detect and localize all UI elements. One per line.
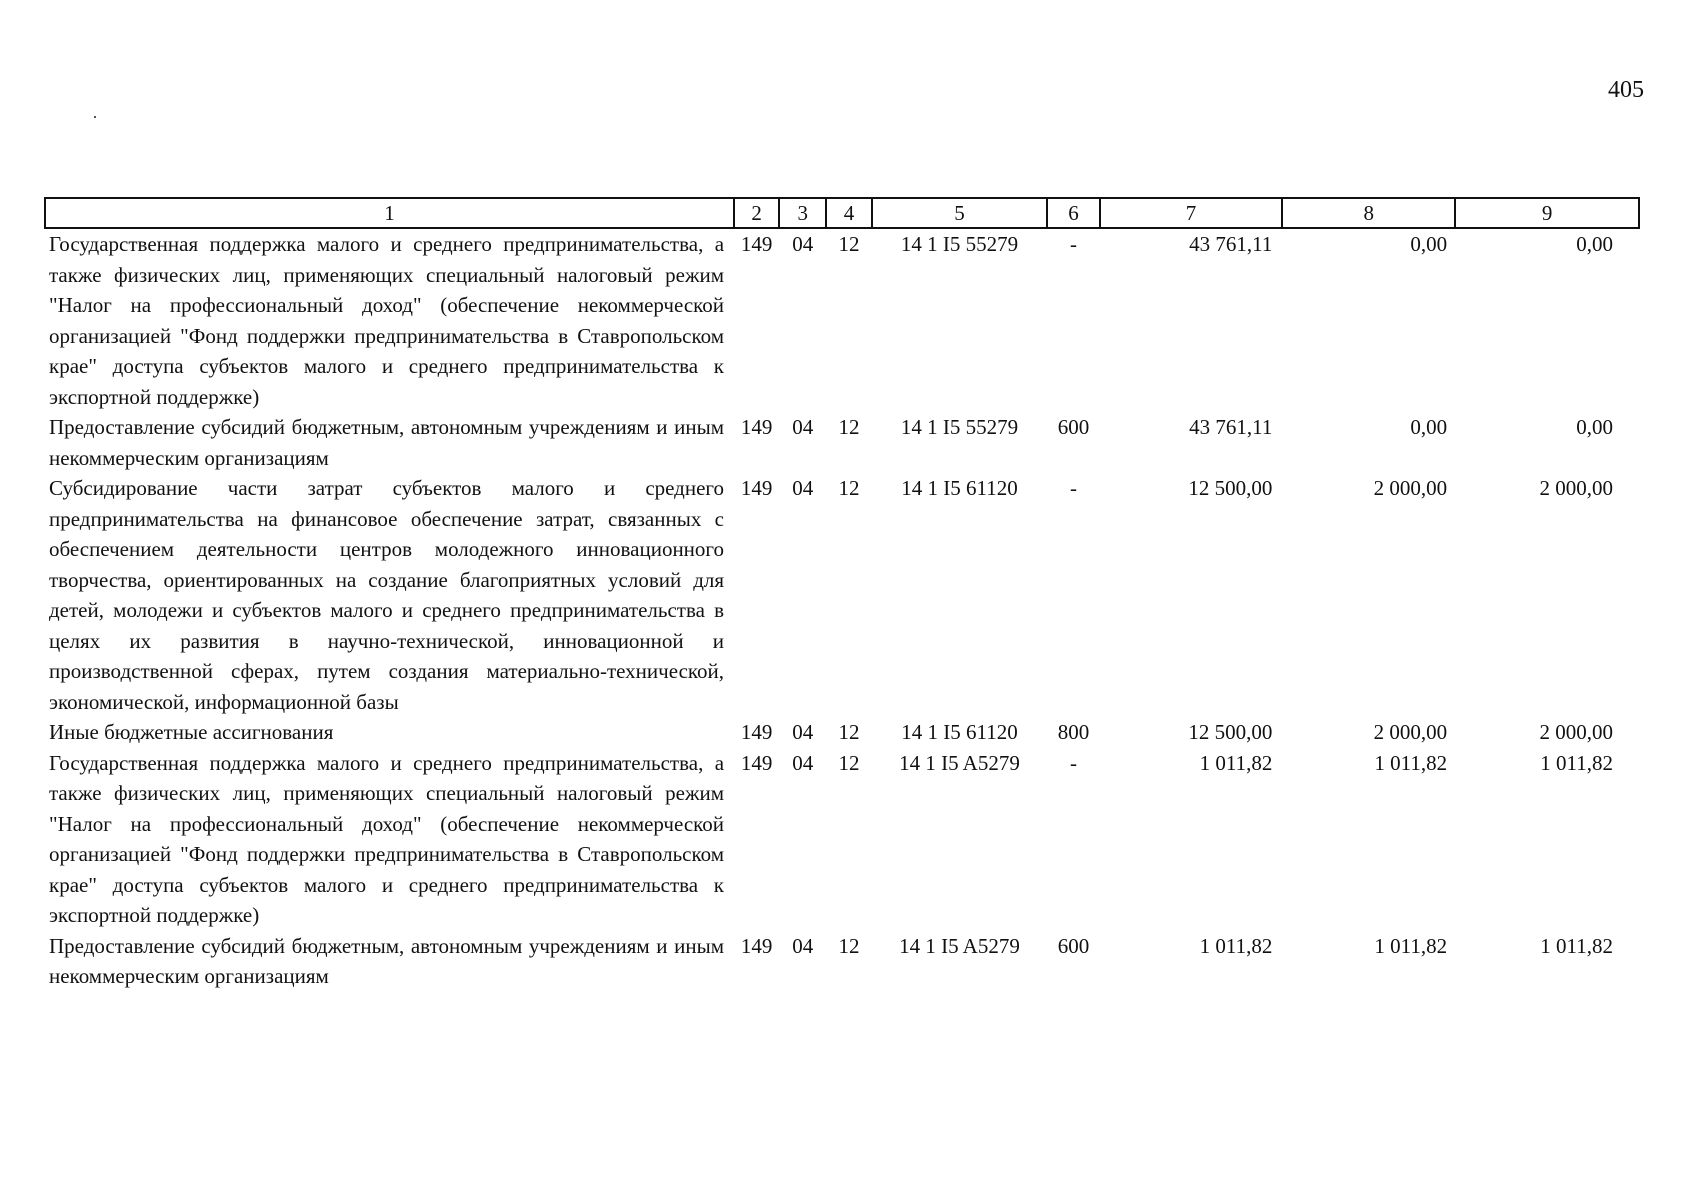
row-grbs: 149 [740, 476, 773, 500]
row-target-article: 14 1 I5 A5279 [899, 750, 1020, 775]
row-section: 04 [792, 750, 814, 775]
row-grbs: 149 [740, 415, 773, 439]
header-col-5: 5 [872, 198, 1048, 228]
header-row [45, 198, 1639, 228]
header-col-4: 4 [826, 198, 871, 228]
table-row [45, 228, 1639, 412]
row-grbs: 149 [740, 232, 773, 256]
row-amount-col8: 0,00 [1410, 232, 1448, 256]
row-expense-type: 600 [1057, 933, 1090, 958]
table-body [45, 228, 1639, 992]
row-section: 04 [792, 933, 814, 958]
row-section: 04 [792, 415, 814, 439]
row-expense-type: 800 [1057, 720, 1090, 744]
row-grbs: 149 [740, 720, 773, 744]
row-grbs: 149 [740, 750, 773, 775]
row-target-article: 14 1 I5 61120 [901, 476, 1018, 500]
row-amount-col7: 12 500,00 [1188, 720, 1273, 744]
row-section: 04 [792, 720, 814, 744]
row-section: 04 [792, 476, 814, 500]
row-amount-col7: 1 011,82 [1199, 933, 1273, 958]
row-subsection: 12 [838, 933, 860, 958]
row-amount-col8: 2 000,00 [1373, 476, 1448, 500]
row-subsection: 12 [838, 476, 860, 500]
row-subsection: 12 [838, 232, 860, 256]
table-row [45, 473, 1639, 717]
scan-artifact-dot [94, 116, 96, 118]
table-row [45, 748, 1639, 931]
header-col-7: 7 [1100, 198, 1283, 228]
row-amount-col7: 43 761,11 [1189, 415, 1273, 439]
row-name: Государственная поддержка малого и среднего предпринимательства, а также физических лиц, применяющих специальный налоговый режим "Налог на профессиональный доход" (обеспечение некоммерческой организацией "Фонд поддержки предпринимательства в Ставропольском крае" доступа субъектов малого и среднего предпринимательства к экспортной поддержке) [49, 750, 725, 927]
row-amount-col9: 0,00 [1576, 415, 1613, 439]
row-amount-col8: 1 011,82 [1374, 750, 1448, 775]
row-amount-col9: 1 011,82 [1540, 750, 1613, 775]
row-grbs: 149 [740, 933, 773, 958]
row-amount-col9: 2 000,00 [1539, 720, 1613, 744]
row-section: 04 [792, 232, 814, 256]
row-expense-type: 600 [1057, 415, 1090, 439]
page-number: 405 [1608, 77, 1644, 103]
table-row [45, 931, 1639, 992]
row-subsection: 12 [838, 720, 860, 744]
row-target-article: 14 1 I5 55279 [900, 415, 1019, 439]
budget-table [44, 197, 1640, 992]
header-col-1: 1 [45, 198, 734, 228]
header-col-2: 2 [734, 198, 779, 228]
row-target-article: 14 1 I5 A5279 [899, 933, 1020, 958]
row-amount-col7: 43 761,11 [1189, 232, 1273, 256]
row-target-article: 14 1 I5 55279 [900, 232, 1019, 256]
header-col-6: 6 [1047, 198, 1099, 228]
header-col-9: 9 [1455, 198, 1639, 228]
row-expense-type: - [1069, 476, 1077, 500]
row-amount-col9: 1 011,82 [1540, 933, 1613, 958]
row-name: Государственная поддержка малого и среднего предпринимательства, а также физических лиц, применяющих специальный налоговый режим "Налог на профессиональный доход" (обеспечение некоммерческой организацией "Фонд поддержки предпринимательства в Ставропольском крае" доступа субъектов малого и среднего предпринимательства к экспортной поддержке) [49, 232, 725, 409]
row-name: Предоставление субсидий бюджетным, автономным учреждениям и иным некоммерческим организациям [49, 933, 725, 988]
row-subsection: 12 [838, 750, 860, 775]
row-amount-col9: 0,00 [1576, 232, 1613, 256]
row-amount-col7: 1 011,82 [1199, 750, 1273, 775]
header-col-8: 8 [1282, 198, 1455, 228]
table-header [45, 198, 1639, 228]
table-row [45, 412, 1639, 473]
row-amount-col7: 12 500,00 [1188, 476, 1273, 500]
row-name: Предоставление субсидий бюджетным, автономным учреждениям и иным некоммерческим организациям [49, 415, 725, 470]
row-amount-col9: 2 000,00 [1539, 476, 1613, 500]
header-col-3: 3 [779, 198, 826, 228]
table-row [45, 717, 1639, 748]
row-name: Субсидирование части затрат субъектов малого и среднего предпринимательства на финансовое обеспечение затрат, связанных с обеспечением деятельности центров молодежного инновационного творчества, ориентированных на создание благоприятных условий для детей, молодежи и субъектов малого и среднего предпринимательства в целях их развития в научно-технической, инновационной и производственной сферах, путем создания материально-технической, экономической, информационной базы [49, 476, 725, 714]
row-expense-type: - [1069, 232, 1077, 256]
row-amount-col8: 1 011,82 [1374, 933, 1448, 958]
row-expense-type: - [1069, 750, 1077, 775]
row-name: Иные бюджетные ассигнования [49, 720, 334, 744]
row-amount-col8: 0,00 [1410, 415, 1448, 439]
row-subsection: 12 [838, 415, 860, 439]
row-amount-col8: 2 000,00 [1373, 720, 1448, 744]
row-target-article: 14 1 I5 61120 [901, 720, 1018, 744]
